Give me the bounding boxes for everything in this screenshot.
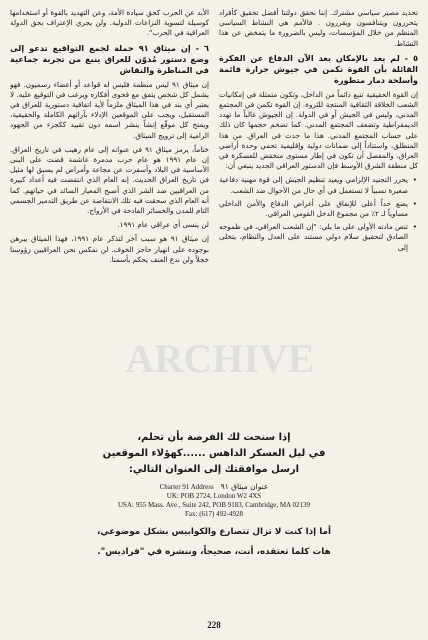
cta-line-1: إذا سنحت لك الفرصة بأن تحلم، <box>137 432 291 443</box>
call-to-action-box <box>40 430 388 610</box>
cta-line-2: في ليل العسكر الداهس ......كهؤلاء الموقعين <box>102 448 326 459</box>
right-para-2: إن القوة الحقيقية تنبع دائماً من الداخل، وتكون متمثلة في إمكانيات الشعب الخلاقة الثقافية المنتجة للثروة. إن القوة تكمن في المجتمع المدني، وليس في الجيش أو في الدولة. إن الجيوش غالباً ما تهدد الديمقراطية وتضعف المجتمع المدني. كما تضخم حجمها كان ذلك على حساب المجتمع المدني. هذا ما حدث في العراق. من هذا المنطلق، واستناداً إلى ضمانات دولية وإقليمية تحمي وحدة أراضي العراق، والمفصل أن تكون في إطار مستوى منخفض للعسكرة في كل منطقة الشرق الأوسط فإن الدستور العراقي الجديد ينبغي أن: <box>219 89 418 171</box>
charter-title-en: Charter 91 Address <box>159 483 214 491</box>
section-5-heading: ٥ - لم يعد بالإمكان بعد الآن الدفاع عن الفكرة القائلة بأن القوة تكمن في جيوش جرارة قائمة وأسلحة دمار متطورة <box>219 52 418 85</box>
charter-title-ar: عنوان ميثاق ٩١ <box>220 482 269 491</box>
usa-address: USA: 955 Mass. Ave., Suite 242, POB 9183, Cambridge, MA 02139 <box>118 501 310 509</box>
left-para-2: إن ميثاق ٩١ ليس منظمة فليس له قواعد أو أعضاء رسميون. فهو يشمل كل شخص يتفق مع فحوى أفكاره ويرغب في التوقيع عليه. لا يعتبر أي بند في هذا الميثاق ملزماً لأية اتفاقية دستورية للعراق في المستقبل، ويجب على الموقعين الإدلاء بآرائهم الكاملة والحقيقية، ويمنح كل موقّع إنشاً ينشر اسمه دون تقييد ككجزء من الجهود الرامية إلى ترويج الميثاق. <box>10 79 209 140</box>
charter-address-heading <box>40 482 388 492</box>
list-item: • تنص مادته الأولى على ما يلي: "إن الشعب العراقي، في طموحه الصادق لتحقيق سلام دولي مستند على العدل والنظام، يتخلى إلى <box>219 222 408 253</box>
left-para-4: لن ينسى أي عراقي عام ١٩٩١. <box>117 220 209 230</box>
list-item: • يحرر التجنيد الإلزامي ويعيد تنظيم الجيش إلى قوة مهنية دفاعية صغيرة نسبياً لا تستعمل في أي حال من الأحوال ضد الشعب. <box>219 175 408 195</box>
fax-number: Fax: (617) 492-4928 <box>185 510 243 518</box>
closing-line-2: هات كلما تعتقده، أنت، صحيحاً، وننشره في "فراديس". <box>97 547 331 557</box>
right-para-1: تحديد مصير سياسي مشترك. إننا نحقق دولتنا أفضل تحقيق كأفراد يتحررون ويتنافسون ويقررون . فالأمم هي النشاط السياسي المنظم من خلال المؤسسات، وليس بالضرورة ما يتمخض عن هذا النشاط. <box>219 8 418 48</box>
left-para-3: ختاماً، يرمز ميثاق ٩١ في عنوانه إلى عام رهيب في تاريخ العراق. إن عام ١٩٩١ هو عام حرب مدمرة غاشمة قضت على البنى الأساسية في البلاد وأسفرت عن مجاعة وأمراض لم يسبق لها مثيل في تاريخ العراق الحديث. إنه العام الذي انتفضت فيه أعداد كبيرة من العراقيين ضد الشر الذي أصبح المعيار السائد في حياتهم. كما أنه العام الذي سحقت فيه تلك الانتفاضة عن طريق التدمير الجسمي التام للمدن والخسائر الفادحة في الأرواح. <box>10 144 209 216</box>
page-number: 228 <box>207 620 221 630</box>
section-6-heading: ٦ - إن ميثاق ٩١ حملة لجمع التواقيع تدعو إلى وضع دستور مُدوّن للعراق ينبع من تجربة جماعية في المناظرة والنقاش <box>10 42 209 75</box>
charter-address <box>40 482 388 519</box>
closing-line-1: أما إذا كنت لا تزال تتصارع والكوابيس بشكل موضوعي، <box>97 527 331 537</box>
cta-line-3: ارسل موافقتك إلى العنوان التالي: <box>128 464 300 475</box>
constitution-requirements-list <box>219 175 418 252</box>
left-column <box>10 8 209 426</box>
two-column-text <box>10 8 418 426</box>
list-item: • يضع حداً أعلى للإنفاق على أغراض الدفاع والأمن الداخلي مساوياً لـ ٢٪ من مجموع الدخل القومي العراقي. <box>219 199 408 219</box>
left-para-5: إن ميثاق ٩١ هو سبب آخر لتذكر عام ١٩٩١، فهذا الميثاق يبرهن بوجوده على انهيار حاجز الخوف. لن نمكس نحن العراقيين رؤوسنا خجلاً ولن ندع العنف يحكم بأسمنا. <box>10 234 209 264</box>
uk-address: UK: POB 2724, London W2 4XS <box>166 492 262 500</box>
left-para-1: الأبد عن الحرب كحق سيادة الأمة، وعن التهديد بالقوة أو استخدامها كوسيلة لتسوية النزاعات الدولية. ولن يجري الإعتراف بحق الدولة العراقية في الحرب". <box>10 8 209 38</box>
watermark-text: ARCHIVE <box>125 336 315 381</box>
right-column <box>219 8 418 426</box>
